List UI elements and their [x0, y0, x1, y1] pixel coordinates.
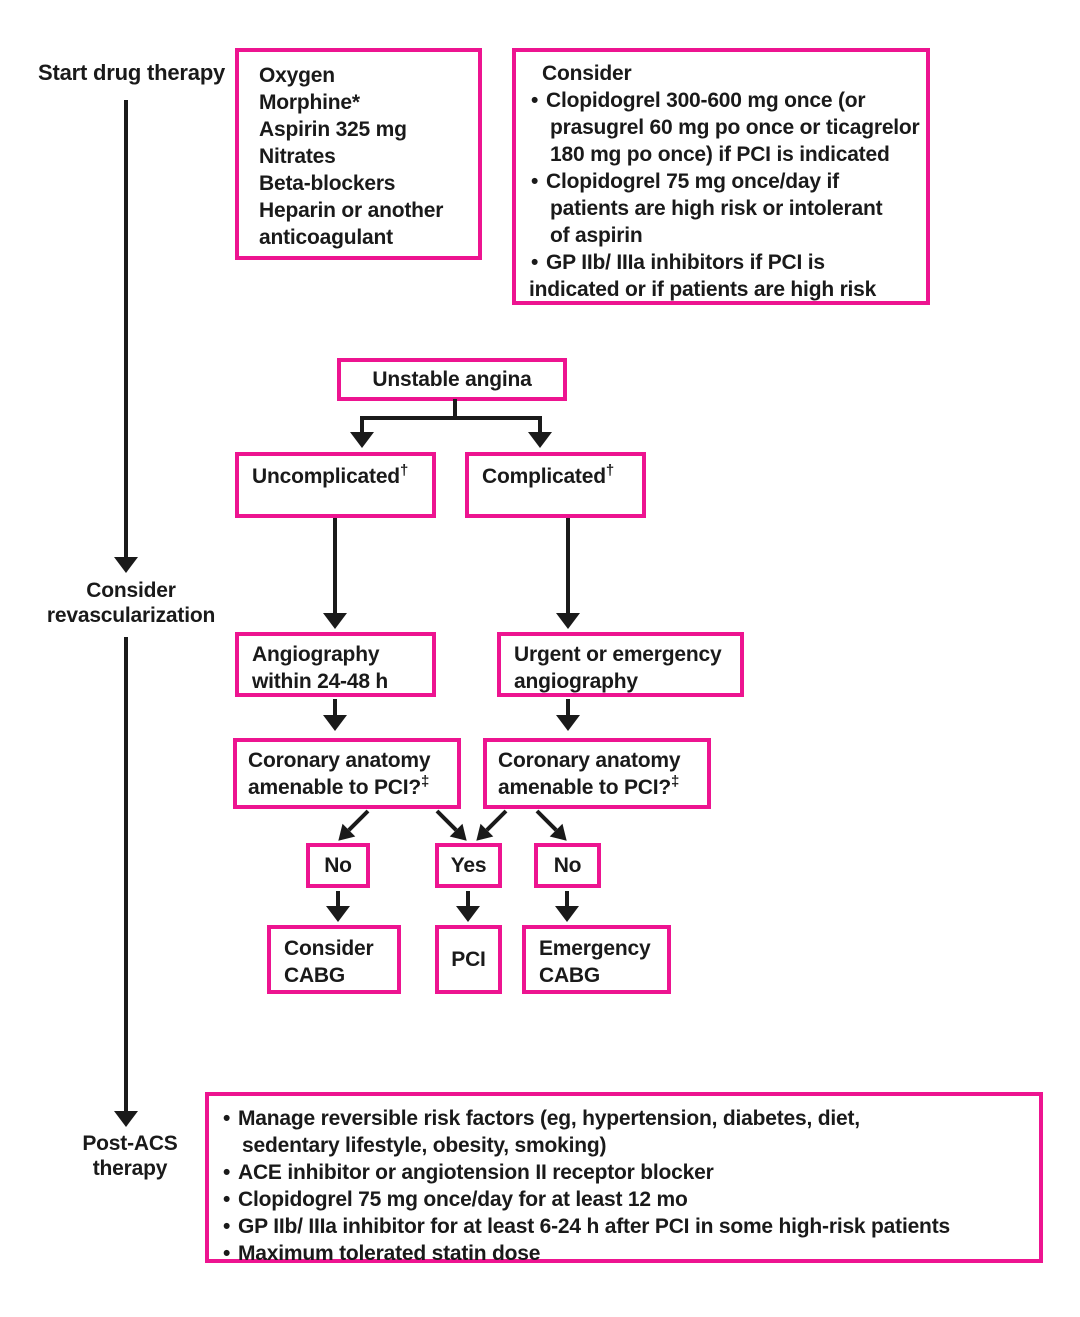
arrow-down-right-icon: [431, 805, 473, 847]
urgent-angiography-line2: angiography: [514, 670, 638, 693]
box-consider-meds: [512, 48, 930, 305]
arrow-down-icon: [323, 699, 347, 731]
urgent-angiography-line1: Urgent or emergency: [514, 643, 722, 666]
rail-arrow-down-icon: [114, 100, 138, 573]
consider-cabg-line2: CABG: [284, 964, 346, 987]
box-coronary-anatomy-right: [483, 738, 711, 809]
unstable-angina-label: Unstable angina: [372, 368, 532, 391]
emergency-cabg-line1: Emergency: [539, 937, 651, 960]
post-acs-line: • ACE inhibitor or angiotension II receptor blocker: [221, 1159, 1035, 1186]
post-acs-line: sedentary lifestyle, obesity, smoking): [242, 1134, 607, 1157]
label-consider-revascularization-line1: Consider: [86, 579, 176, 602]
emergency-cabg-line2: CABG: [539, 964, 601, 987]
drug-item: Oxygen: [259, 64, 335, 87]
branch-stub-line: [453, 399, 457, 416]
consider-meds-line: prasugrel 60 mg po once or ticagrelor: [550, 116, 920, 139]
drug-item: Beta-blockers: [259, 172, 396, 195]
branch-horizontal-line: [360, 416, 542, 420]
box-coronary-anatomy-left: [233, 738, 461, 809]
drug-item: Heparin or another anticoagulant: [259, 199, 444, 249]
box-uncomplicated: [235, 452, 436, 518]
angiography-line1: Angiography: [252, 643, 380, 666]
consider-meds-title: Consider: [542, 62, 632, 85]
box-emergency-cabg: [522, 925, 671, 994]
uncomplicated-label: Uncomplicated†: [252, 462, 409, 488]
drug-item: Aspirin 325 mg: [259, 118, 407, 141]
label-post-acs-therapy: [55, 1131, 205, 1181]
post-acs-line: • GP IIb/ IIIa inhibitor for at least 6-24 h after PCI in some high-risk patients: [221, 1213, 1035, 1240]
box-consider-cabg: [267, 925, 401, 994]
arrow-down-left-icon: [332, 805, 374, 847]
arrow-down-icon: [323, 518, 347, 629]
consider-meds-line: • GP IIb/ IIIa inhibitors if PCI is: [529, 249, 922, 276]
no-right-label: No: [553, 854, 582, 877]
consider-meds-line: of aspirin: [550, 224, 643, 247]
arrow-down-icon: [456, 891, 480, 922]
yes-label: Yes: [450, 854, 487, 877]
label-post-acs-line1: Post-ACS: [82, 1132, 178, 1155]
post-acs-line: • Maximum tolerated statin dose: [221, 1240, 1035, 1267]
consider-meds-line: 180 mg po once) if PCI is indicated: [550, 143, 890, 166]
arrow-down-icon: [556, 518, 580, 629]
box-yes: [435, 843, 502, 888]
box-no-right: [534, 843, 601, 888]
consider-meds-line: indicated or if patients are high risk: [529, 278, 877, 301]
coronary-right-line1: Coronary anatomy: [498, 749, 681, 772]
box-angiography-24-48: [235, 632, 436, 697]
arrow-down-right-icon: [531, 805, 573, 847]
dagger-icon: †: [399, 462, 409, 479]
box-post-acs-therapy: [205, 1092, 1043, 1263]
arrow-down-icon: [326, 891, 350, 922]
box-unstable-angina: [337, 358, 567, 401]
box-start-drug-therapy-list: [235, 48, 482, 260]
consider-meds-line: • Clopidogrel 75 mg once/day if: [529, 168, 922, 195]
post-acs-line: • Manage reversible risk factors (eg, hypertension, diabetes, diet,: [221, 1105, 1035, 1132]
rail-arrow-down-icon: [114, 637, 138, 1127]
coronary-right-line2: amenable to PCI?‡: [498, 773, 680, 799]
box-no-left: [306, 843, 370, 888]
arrow-down-left-icon: [470, 805, 512, 847]
box-urgent-angiography: [497, 632, 744, 697]
label-start-drug-therapy: Start drug therapy: [38, 60, 226, 85]
coronary-left-line2: amenable to PCI?‡: [248, 773, 430, 799]
consider-meds-line: • Clopidogrel 300-600 mg once (or: [529, 87, 922, 114]
coronary-left-line1: Coronary anatomy: [248, 749, 431, 772]
box-pci: [435, 925, 502, 994]
pci-label: PCI: [451, 948, 486, 971]
double-dagger-icon: ‡: [421, 773, 430, 790]
branch-arrow-down-icon: [528, 420, 552, 448]
complicated-label: Complicated†: [482, 462, 614, 488]
no-left-label: No: [324, 854, 352, 877]
label-post-acs-line2: therapy: [92, 1157, 168, 1180]
drug-item: Nitrates: [259, 145, 336, 168]
consider-cabg-line1: Consider: [284, 937, 374, 960]
drug-item: Morphine*: [259, 91, 360, 114]
arrow-down-icon: [555, 891, 579, 922]
label-consider-revascularization: [31, 578, 231, 628]
dagger-icon: †: [605, 462, 614, 479]
double-dagger-icon: ‡: [671, 773, 680, 790]
post-acs-line: • Clopidogrel 75 mg once/day for at least 12 mo: [221, 1186, 1035, 1213]
label-consider-revascularization-line2: revascularization: [46, 604, 216, 627]
arrow-down-icon: [556, 699, 580, 731]
box-complicated: [465, 452, 646, 518]
consider-meds-line: patients are high risk or intolerant: [550, 197, 883, 220]
angiography-line2: within 24-48 h: [252, 670, 389, 693]
branch-arrow-down-icon: [350, 420, 374, 448]
